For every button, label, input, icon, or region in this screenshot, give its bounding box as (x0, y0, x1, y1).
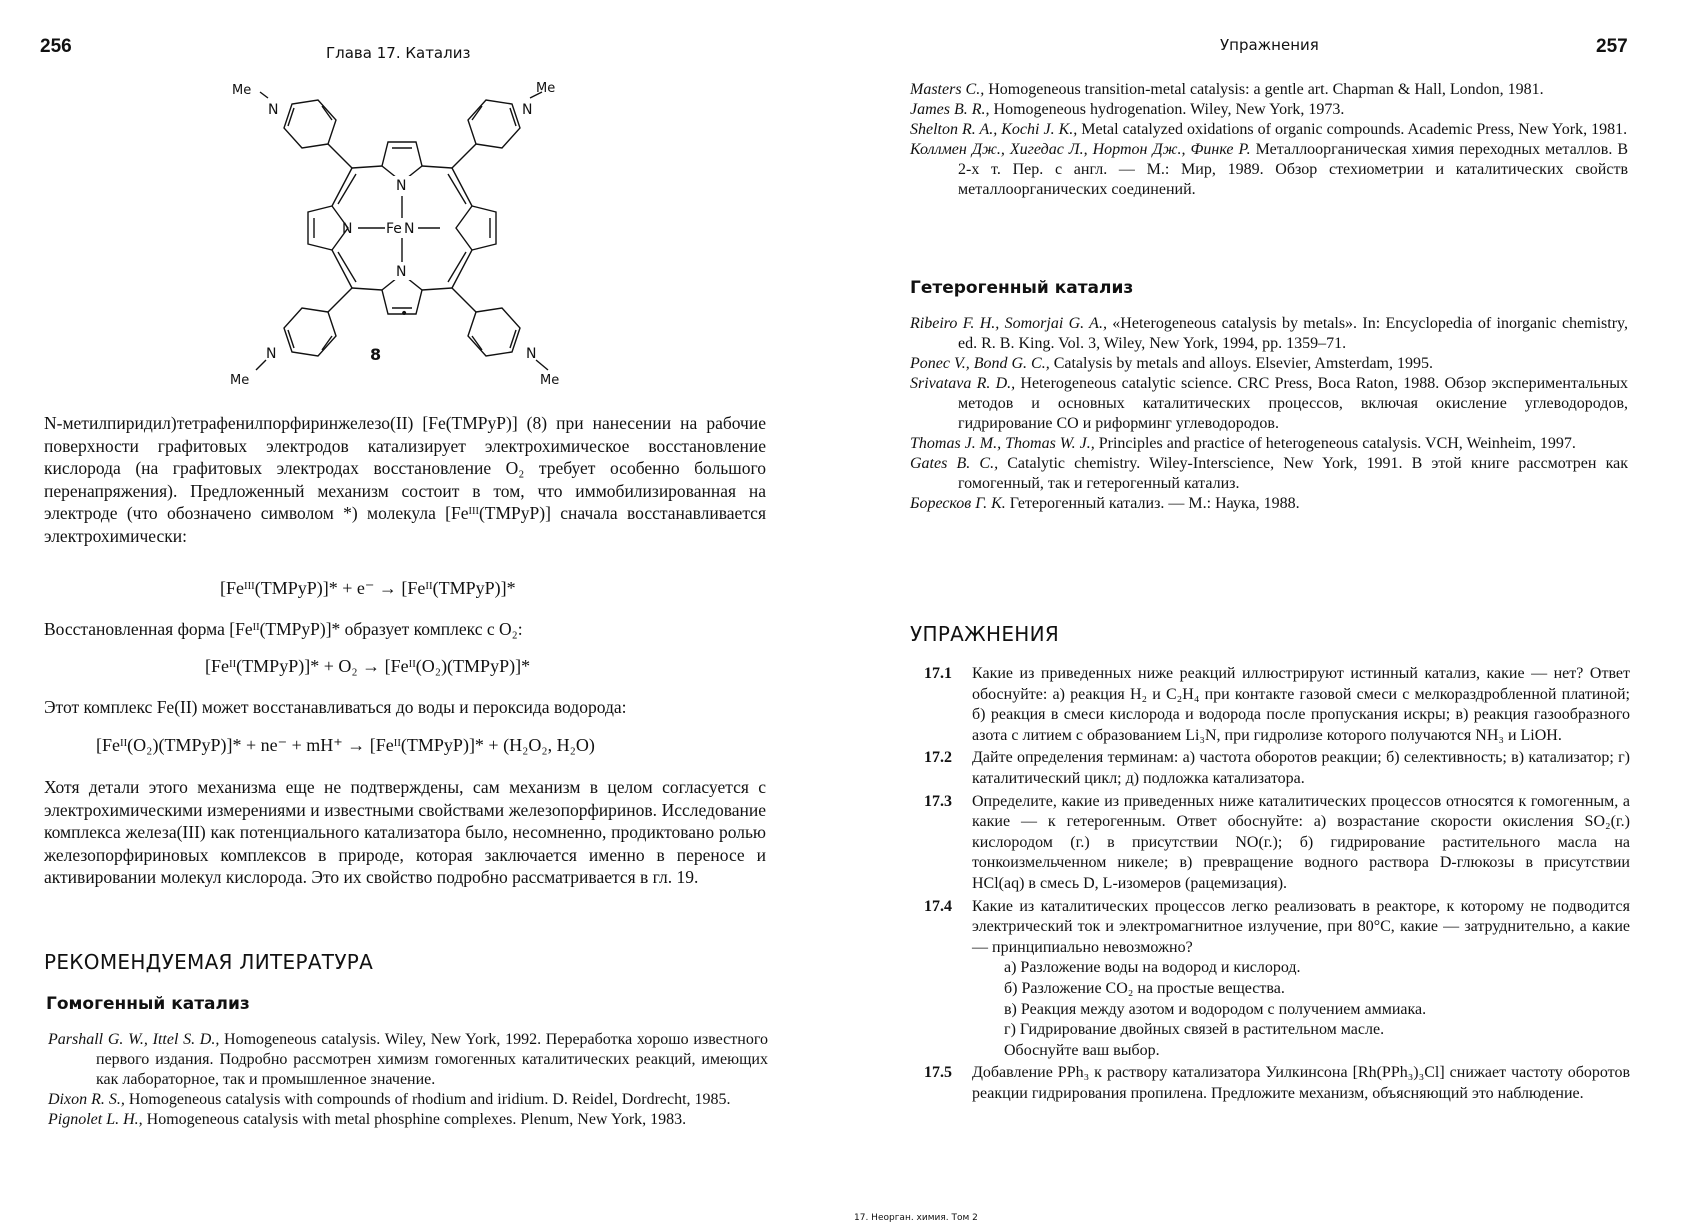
running-head: Упражнения (1220, 36, 1319, 54)
paragraph-4: Хотя детали этого механизма еще не подтверждены, сам механизм в целом согласуется с электрохимическими измерениями и известными свойствами железопорфиринов. Исследование комплекса железа(III) как потенциального катализатора было, несомненно, продиктовано ролью железопорфириновых комплексов в природе, которая заключается именно в переносе и активировании молекул кислорода. Это их свойство подробно рассматривается в гл. 19. (44, 777, 766, 887)
running-head: Глава 17. Катализ (326, 44, 471, 62)
exercise-list (924, 664, 1630, 1106)
exercise-text: Дайте определения терминам: а) частота оборотов реакции; б) селективность; в) катализатор; г) каталитический цикл; д) подложка катализатора. (972, 749, 1630, 787)
reference-list-top (910, 80, 1628, 200)
exercise-number: 17.5 (924, 1064, 952, 1082)
exercise-item (924, 792, 1630, 895)
equation-1: [Feᴵᴵᴵ(TMPyP)]* + e⁻ → [Feᴵᴵ(TMPyP)]* (220, 578, 516, 598)
exercise-item (924, 748, 1630, 789)
svg-text:•: • (400, 306, 409, 322)
reference-item: Srivatava R. D., Heterogeneous catalytic science. CRC Press, Boca Raton, 1988. Обзор экспериментальных методов и основных каталитических процессов, включая окисление углеводородов, гидрирование CO и риформинг углеводородов. (910, 375, 1628, 432)
structure-label: 8 (370, 345, 382, 364)
exercise-subitem: в) Реакция между азотом и водородом с получением аммиака. (1004, 1000, 1427, 1018)
methyl-label-4: Me (540, 373, 560, 388)
atom-fe: Fe (386, 221, 402, 237)
paragraph-2: Восстановленная форма [Feᴵᴵ(TMPyP)]* образует комплекс с O₂: (44, 619, 523, 639)
exercise-text: Добавление PPh₃ к раствору катализатора Уилкинсона [Rh(PPh₃)₃Cl] снижает частоту оборотов реакции гидрирования пропилена. Предложите механизм, объясняющий это наблюдение. (972, 1064, 1630, 1102)
methyl-label-1: Me (232, 83, 252, 98)
exercise-subitem: г) Гидрирование двойных связей в растительном масле. (1004, 1021, 1385, 1039)
exercise-text: Какие из каталитических процессов легко реализовать в реакторе, к которому не подводится электрический ток и электромагнитное излучение, при 80°C, какие — затруднительно, а какие — принципиально невозможно? (972, 897, 1630, 956)
exercise-subitem: б) Разложение CO₂ на простые вещества. (1004, 979, 1285, 997)
section-title: РЕКОМЕНДУЕМАЯ ЛИТЕРАТУРА (44, 950, 374, 974)
exercise-number: 17.2 (924, 749, 952, 767)
reference-list-hetero (910, 314, 1628, 514)
atom-n-py4: N (526, 346, 537, 362)
reference-item: Pignolet L. H., Homogeneous catalysis with metal phosphine complexes. Plenum, New York, 1983. (48, 1111, 687, 1128)
exercise-number: 17.3 (924, 792, 952, 810)
reference-item: Masters C., Homogeneous transition-metal catalysis: a gentle art. Chapman & Hall, London, 1981. (910, 81, 1544, 98)
reference-item: Коллмен Дж., Хигедас Л., Нортон Дж., Финке Р. Металлоорганическая химия переходных металлов. В 2-х т. Пер. с англ. — М.: Мир, 1989. Обзор стехиометрии и каталитических свойств металлоорганических соединений. (910, 141, 1628, 198)
reference-item: Shelton R. A., Kochi J. K., Metal catalyzed oxidations of organic compounds. Academic Press, New York, 1981. (910, 121, 1628, 138)
atom-n-right: N (404, 221, 415, 237)
atom-n-bottom: N (396, 264, 407, 280)
exercise-subitem: Обоснуйте ваш выбор. (1004, 1041, 1160, 1059)
reference-list (48, 1030, 768, 1130)
atom-n-top: N (396, 178, 407, 194)
atom-n-py3: N (266, 346, 277, 362)
equation-3: [Feᴵᴵ(O₂)(TMPyP)]* + ne⁻ + mH⁺ → [Feᴵᴵ(TMPyP)]* + (H₂O₂, H₂O) (96, 735, 595, 755)
porphyrin-structure (230, 78, 570, 396)
subsection-title: Гомогенный катализ (46, 994, 250, 1014)
reference-item: Gates B. C., Catalytic chemistry. Wiley-Interscience, New York, 1991. В этой книге рассмотрен как гомогенный, так и гетерогенный катализ. (910, 455, 1628, 492)
subsection-title: Гетерогенный катализ (910, 278, 1134, 298)
reference-item: Ribeiro F. H., Somorjai G. A., «Heterogeneous catalysis by metals». In: Encyclopedia of inorganic chemistry, ed. R. B. King. Vol. 3, Wiley, New York, 1994, pp. 1359–71. (910, 315, 1629, 352)
exercise-subitem: а) Разложение воды на водород и кислород. (1004, 959, 1301, 977)
section-title: УПРАЖНЕНИЯ (910, 622, 1060, 646)
exercise-number: 17.4 (924, 897, 952, 915)
exercise-item (924, 664, 1630, 746)
methyl-label-3: Me (230, 373, 250, 388)
reference-item: Боресков Г. К. Гетерогенный катализ. — М.: Наука, 1988. (910, 495, 1300, 512)
reference-item: Parshall G. W., Ittel S. D., Homogeneous catalysis. Wiley, New York, 1992. Переработка хорошо известного первого издания. Подробно рассмотрен химизм гомогенных каталитических реакций, имеющих как лабораторное, так и промышленное значение. (48, 1031, 768, 1088)
equation-2: [Feᴵᴵ(TMPyP)]* + O₂ → [Feᴵᴵ(O₂)(TMPyP)]* (205, 656, 531, 676)
reference-item: Ponec V., Bond G. C., Catalysis by metals and alloys. Elsevier, Amsterdam, 1995. (910, 355, 1433, 372)
reference-item: James B. R., Homogeneous hydrogenation. Wiley, New York, 1973. (910, 101, 1345, 118)
methyl-label-2: Me (536, 81, 556, 96)
page-number: 257 (1596, 36, 1628, 57)
reference-item: Thomas J. M., Thomas W. J., Principles and practice of heterogeneous catalysis. VCH, Weinheim, 1997. (910, 435, 1576, 452)
atom-n-py1: N (268, 102, 279, 118)
exercise-item (924, 897, 1630, 1062)
page-number: 256 (40, 36, 72, 57)
exercise-text: Определите, какие из приведенных ниже каталитических процессов относятся к гомогенным, а какие — к гетерогенным. Ответ обоснуйте: а) возрастание скорости окисления SO₂(г.) кислородом (г.) в присутствии NO(г.); б) гидрирование растительного масла на тонкоизмельченном никеле; в) превращение водного раствора D-глюкозы в присутствии HCl(aq) в смесь D, L-изомеров (рацемизация). (972, 792, 1630, 892)
atom-n-py2: N (522, 102, 533, 118)
exercise-text: Какие из приведенных ниже реакций иллюстрируют истинный катализ, какие — нет? Ответ обоснуйте: а) реакция H₂ и C₂H₄ при контакте газовой смеси с мелкораздробленной платиной; б) реакция в смеси кислорода и водорода после пропускания искры; в) реакция газообразного азота с литием с образованием Li₃N, при гидролизе которого получаются NH₃ и LiOH. (972, 665, 1630, 744)
exercise-number: 17.1 (924, 665, 952, 682)
atom-n-left: N (342, 221, 353, 237)
exercise-item (924, 1063, 1630, 1104)
paragraph-3: Этот комплекс Fe(II) может восстанавливаться до воды и пероксида водорода: (44, 697, 627, 717)
right-page (842, 0, 1684, 1224)
paragraph-1: N-метилпиридил)тетрафенилпорфиринжелезо(II) [Fe(TMPyP)] (8) при нанесении на рабочие поверхности графитовых электродов катализирует электрохимическое восстановление кислорода (на графитовых электродах восстановление O₂ требует особенно большого перенапряжения). Предложенный механизм состоит в том, что иммобилизированная на электроде (что обозначено символом *) молекула [Feᴵᴵᴵ(TMPyP)] сначала восстанавливается электрохимически: (44, 413, 766, 546)
reference-item: Dixon R. S., Homogeneous catalysis with compounds of rhodium and iridium. D. Reidel, Dordrecht, 1985. (48, 1091, 731, 1108)
page-footer: 17. Неорган. химия. Том 2 (854, 1213, 978, 1223)
